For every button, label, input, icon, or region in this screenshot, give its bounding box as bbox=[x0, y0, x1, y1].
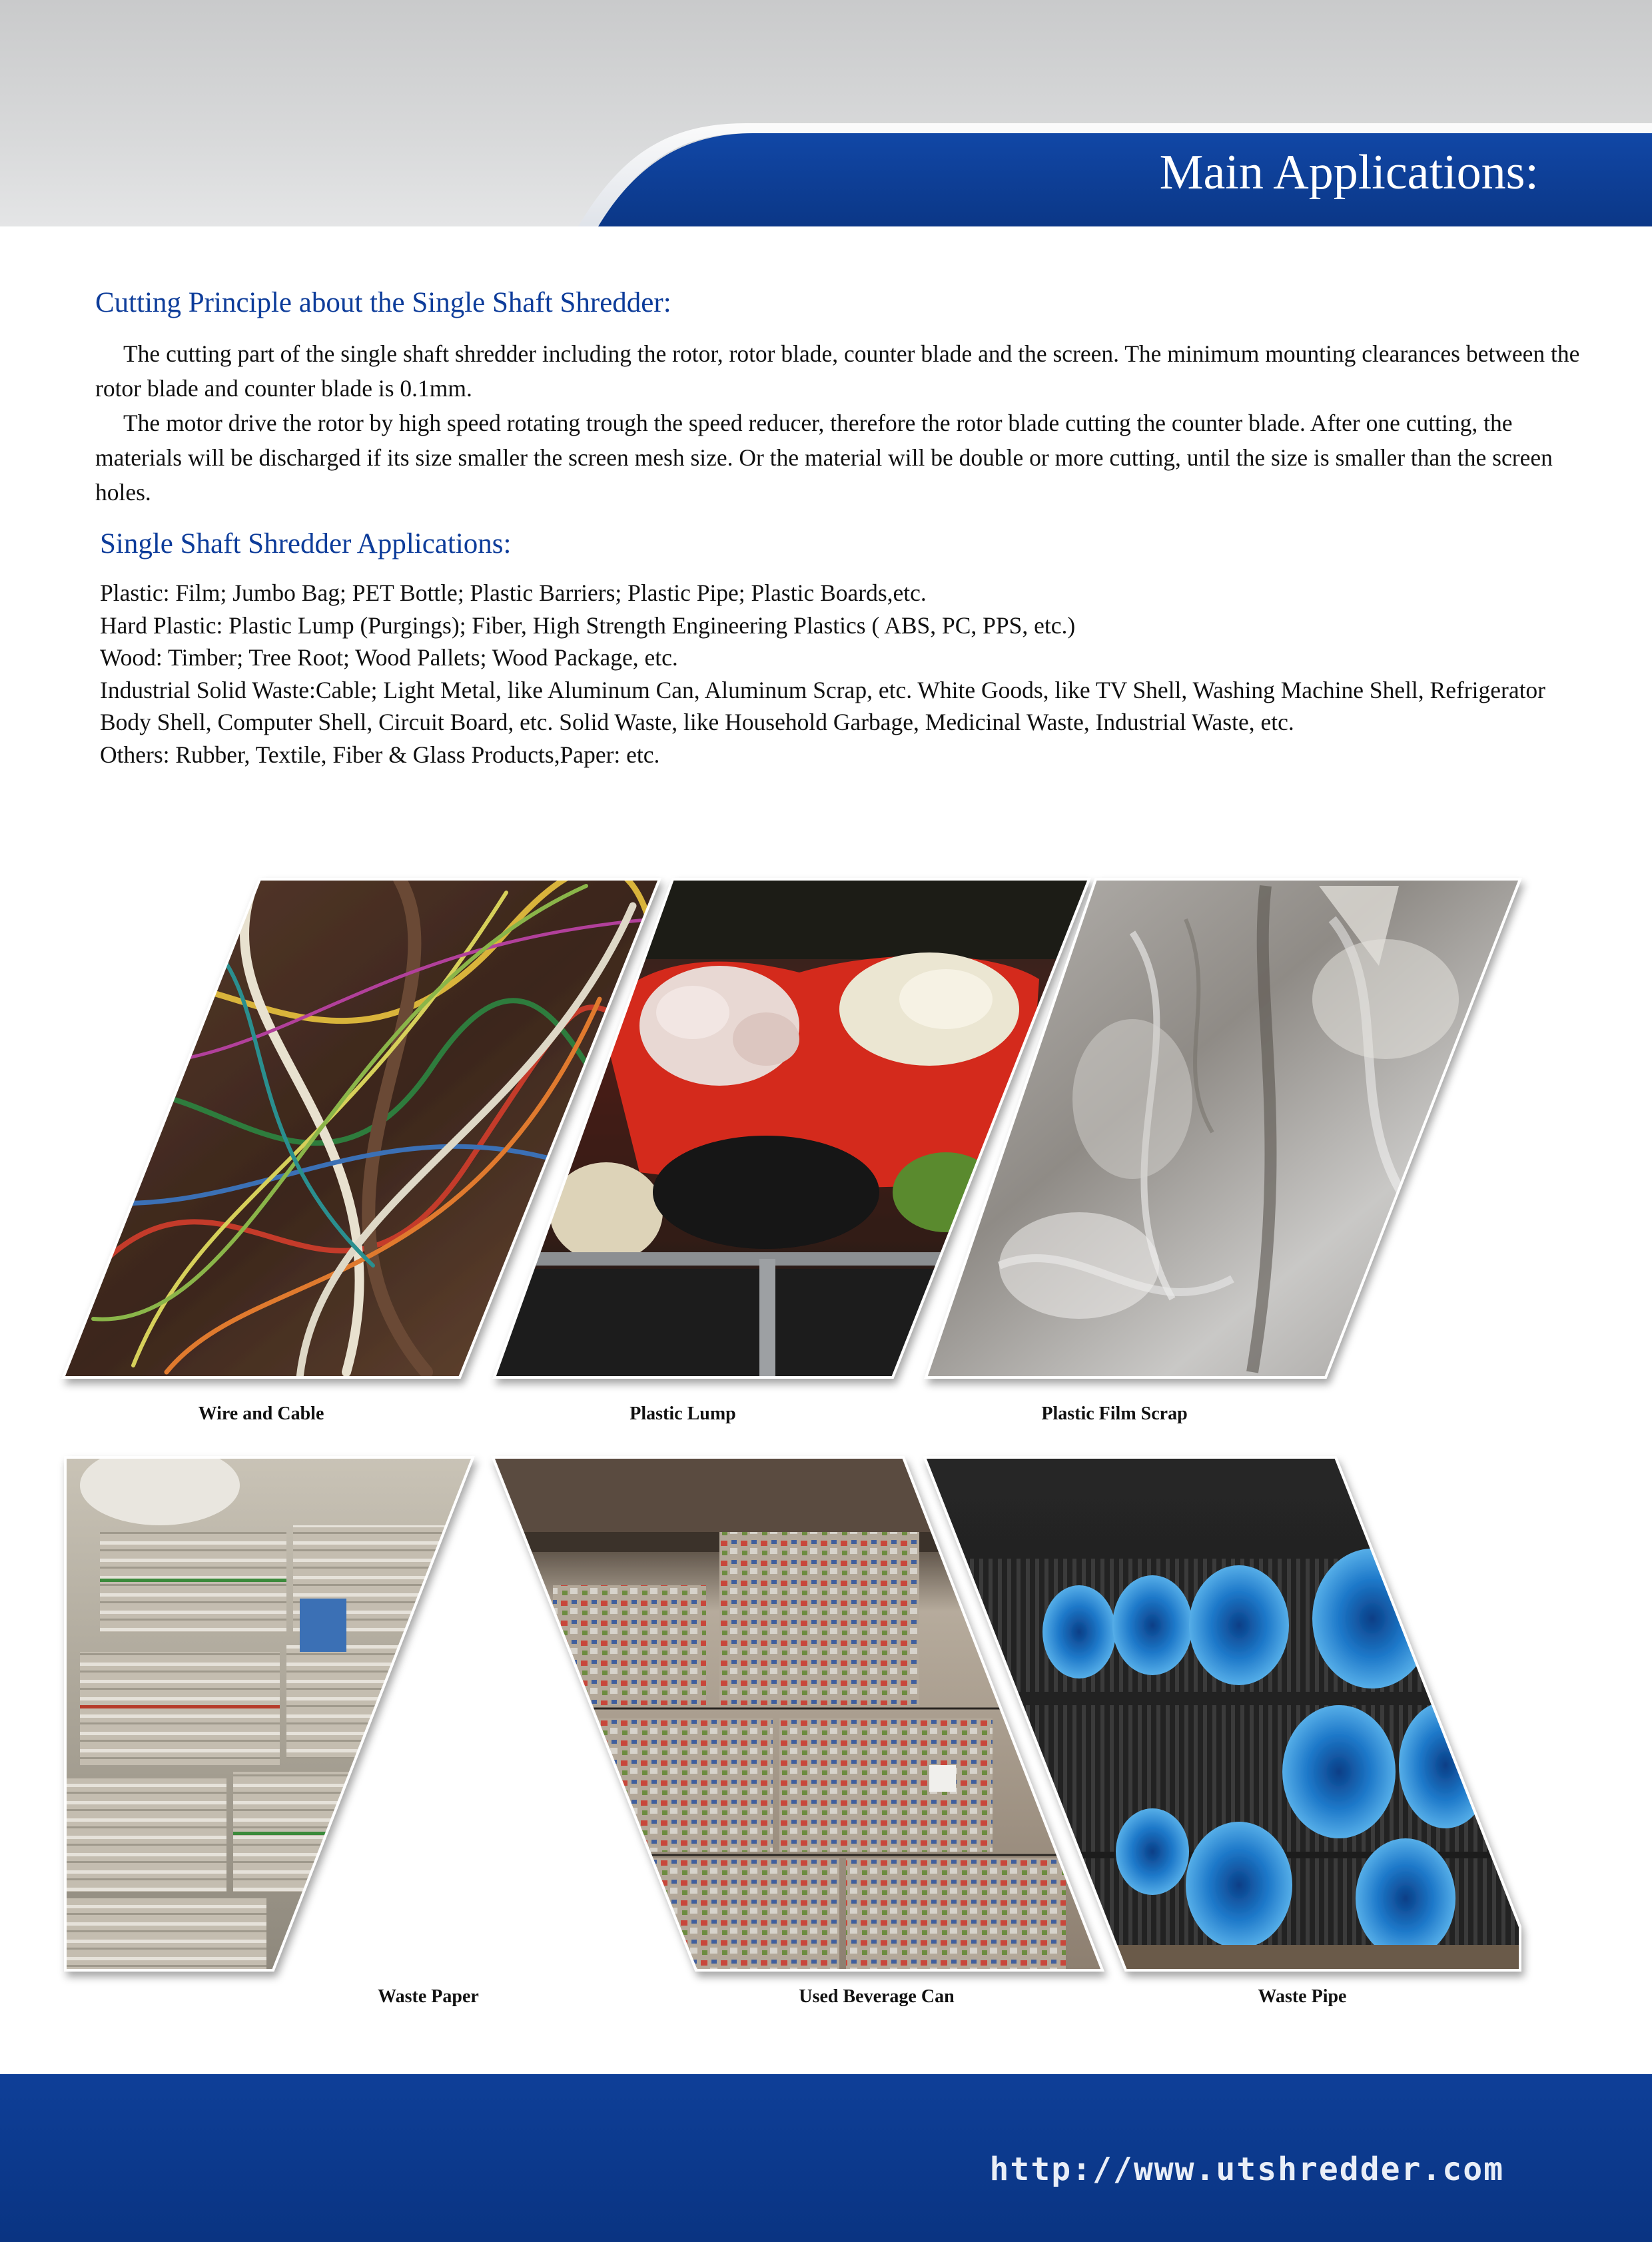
application-item-wood: Wood: Timber; Tree Root; Wood Pallets; Wood Package, etc. bbox=[100, 644, 678, 671]
website-url[interactable]: http://www.utshredder.com bbox=[989, 2151, 1504, 2188]
caption-used-beverage-can: Used Beverage Can bbox=[799, 1986, 955, 2007]
photo-waste-paper bbox=[65, 1445, 473, 1972]
caption-wire-and-cable: Wire and Cable bbox=[198, 1403, 324, 1424]
paragraph-2-text: The motor drive the rotor by high speed rotating trough the speed reducer, therefore the rotor blade cutting the counter blade. After one cutting, the materials will be discharged if its size smaller the screen mesh size. Or the material will be double or more cutting, until the size is smaller than the screen holes. bbox=[95, 410, 1553, 506]
caption-waste-paper: Waste Paper bbox=[378, 1986, 479, 2007]
cutting-principle-heading: Cutting Principle about the Single Shaft Shredder: bbox=[95, 287, 671, 318]
paragraph-1-text: The cutting part of the single shaft shredder including the rotor, rotor blade, counter blade and the screen. The minimum mounting clearances between the rotor blade and counter blade is 0.1mm. bbox=[95, 340, 1580, 402]
caption-waste-pipe: Waste Pipe bbox=[1258, 1986, 1347, 2007]
application-item-others: Others: Rubber, Textile, Fiber & Glass Products,Paper: etc. bbox=[100, 741, 660, 768]
page-title: Main Applications: bbox=[1159, 145, 1539, 200]
application-item-industrial-waste: Industrial Solid Waste:Cable; Light Metal, like Aluminum Can, Aluminum Scrap, etc. White Goods, like TV Shell, Washing Machine Shell, Refrigerator Body Shell, Computer Shell, Circuit Board, etc. Solid Waste, like Household Garbage, Medicinal Waste, Industrial Waste, etc. bbox=[100, 676, 1546, 735]
application-item-hard-plastic: Hard Plastic: Plastic Lump (Purgings); Fiber, High Strength Engineering Plastics ( ABS, PC, PPS, etc.) bbox=[100, 611, 1076, 639]
application-item-plastic: Plastic: Film; Jumbo Bag; PET Bottle; Plastic Barriers; Plastic Pipe; Plastic Boards,etc. bbox=[100, 579, 927, 606]
caption-plastic-lump: Plastic Lump bbox=[629, 1403, 736, 1424]
footer-band bbox=[0, 2074, 1652, 2242]
applications-heading: Single Shaft Shredder Applications: bbox=[100, 528, 512, 560]
caption-plastic-film-scrap: Plastic Film Scrap bbox=[1041, 1403, 1188, 1424]
